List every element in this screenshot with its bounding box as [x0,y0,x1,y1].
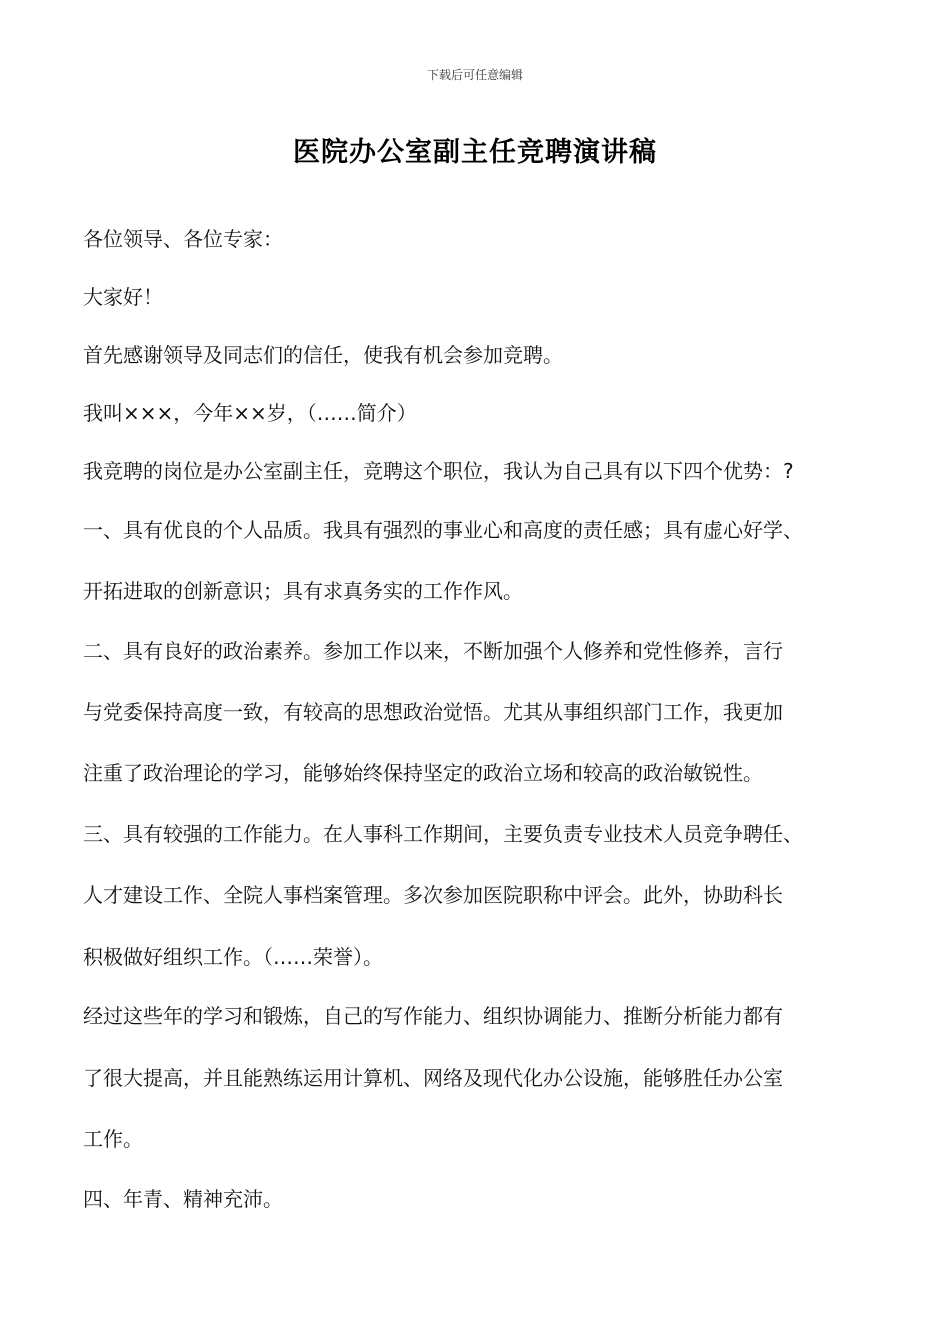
body-line: 积极做好组织工作。（……荣誉）。 [83,945,383,969]
body-line: 三、具有较强的工作能力。在人事科工作期间，主要负责专业技术人员竞争聘任、 [83,822,803,846]
header-note: 下载后可任意编辑 [426,68,523,82]
body-line: 与党委保持高度一致，有较高的思想政治觉悟。尤其从事组织部门工作，我更加 [83,700,783,724]
body-line: 注重了政治理论的学习，能够始终保持坚定的政治立场和较高的政治敏锐性。 [83,761,763,785]
body-line: 我竞聘的岗位是办公室副主任，竞聘这个职位，我认为自己具有以下四个优势：? [83,459,794,483]
body-line: 一、具有优良的个人品质。我具有强烈的事业心和高度的责任感；具有虚心好学、 [83,518,803,542]
body-line: 开拓进取的创新意识；具有求真务实的工作作风。 [83,579,523,603]
body-line: 首先感谢领导及同志们的信任，使我有机会参加竞聘。 [83,343,563,367]
body-line: 人才建设工作、全院人事档案管理。多次参加医院职称中评会。此外，协助科长 [83,883,783,907]
body-line: 经过这些年的学习和锻炼，自己的写作能力、组织协调能力、推断分析能力都有 [83,1004,783,1028]
body-line: 各位领导、各位专家： [83,227,283,251]
body-line: 二、具有良好的政治素养。参加工作以来，不断加强个人修养和党性修养，言行 [83,639,783,663]
body-line: 大家好！ [83,285,163,309]
body-line: 四、年青、精神充沛。 [83,1187,283,1211]
body-line: 我叫×××，今年××岁，（……简介） [83,401,417,425]
body-line: 了很大提高，并且能熟练运用计算机、网络及现代化办公设施，能够胜任办公室 [83,1066,783,1090]
document-title: 医院办公室副主任竞聘演讲稿 [293,137,657,168]
body-line: 工作。 [83,1127,143,1151]
